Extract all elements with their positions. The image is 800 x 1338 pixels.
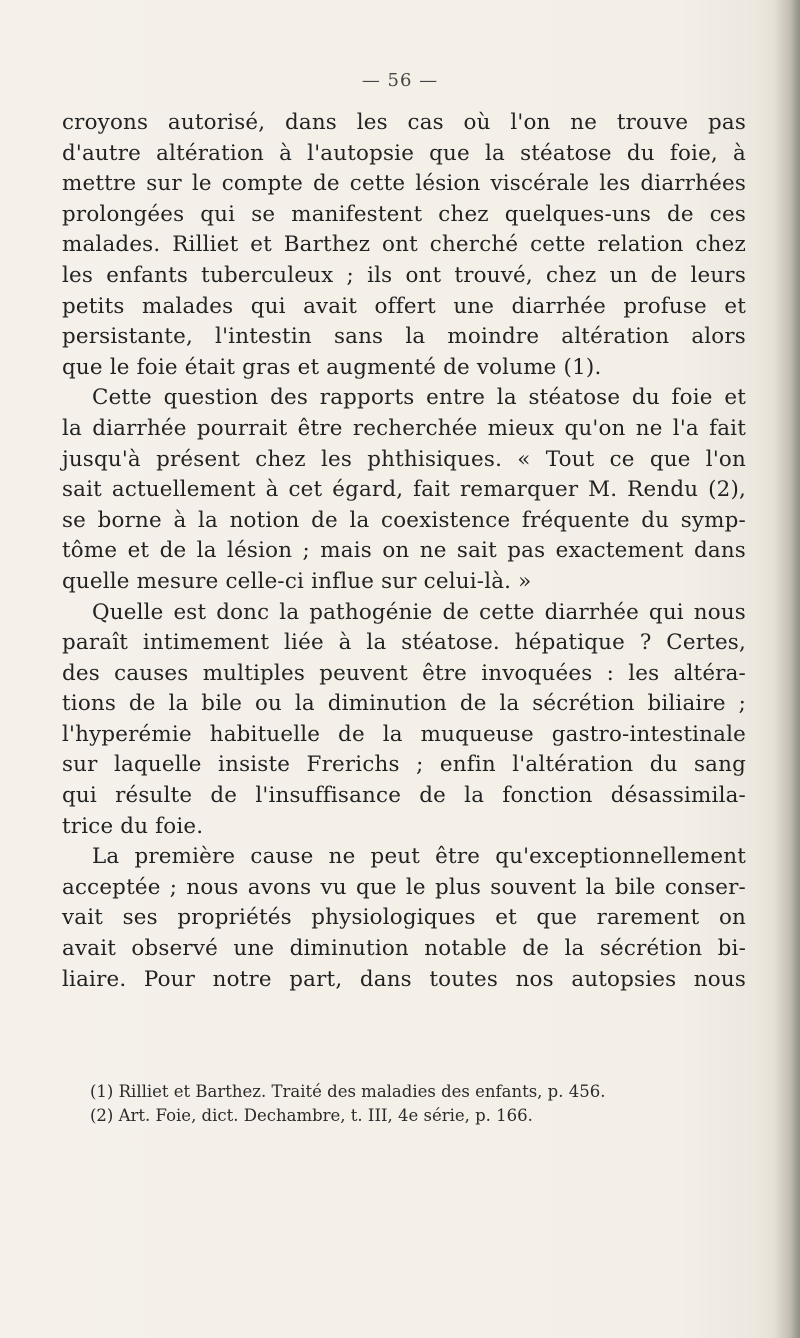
text-line: malades. Rilliet et Barthez ont cherché cette relation chez xyxy=(62,232,746,258)
text-line: sur laquelle insiste Frerichs ; enfin l'altération du sang xyxy=(62,752,746,778)
text-line: avait observé une diminution notable de la sécrétion bi- xyxy=(62,936,746,962)
text-line: se borne à la notion de la coexistence fréquente du symp- xyxy=(62,507,746,533)
text-line: l'hyperémie habituelle de la muqueuse gastro-intestinale xyxy=(62,721,746,747)
text-line: Quelle est donc la pathogénie de cette diarrhée qui nous xyxy=(92,599,746,625)
footnotes xyxy=(90,1080,740,1128)
text-line: que le foie était gras et augmenté de volume (1). xyxy=(62,354,602,380)
text-line: d'autre altération à l'autopsie que la stéatose du foie, à xyxy=(62,140,746,166)
text-line: La première cause ne peut être qu'exceptionnellement xyxy=(92,844,746,870)
footnote-2: (2) Art. Foie, dict. Dechambre, t. III, 4e série, p. 166. xyxy=(90,1106,533,1125)
text-line: Cette question des rapports entre la stéatose du foie et xyxy=(92,385,746,411)
footnote-1: (1) Rilliet et Barthez. Traité des maladies des enfants, p. 456. xyxy=(90,1082,606,1101)
text-line: trice du foie. xyxy=(62,813,204,839)
text-line: croyons autorisé, dans les cas où l'on ne trouve pas xyxy=(62,110,746,135)
text-line: liaire. Pour notre part, dans toutes nos autopsies nous xyxy=(62,966,746,992)
text-line: sait actuellement à cet égard, fait remarquer M. Rendu (2), xyxy=(62,477,746,503)
text-line: tôme et de la lésion ; mais on ne sait pas exactement dans xyxy=(62,538,746,564)
text-line: persistante, l'intestin sans la moindre altération alors xyxy=(62,324,746,350)
page-number: — 56 — xyxy=(361,70,439,91)
text-line: qui résulte de l'insuffisance de la fonction désassimila- xyxy=(62,783,746,809)
page-edge-shadow xyxy=(774,0,800,1338)
text-line: tions de la bile ou la diminution de la sécrétion biliaire ; xyxy=(62,691,746,717)
text-line: paraît intimement liée à la stéatose. hépatique ? Certes, xyxy=(62,630,746,656)
text-line: petits malades qui avait offert une diarrhée profuse et xyxy=(62,293,746,319)
text-line: jusqu'à présent chez les phthisiques. « Tout ce que l'on xyxy=(62,446,746,472)
text-line: la diarrhée pourrait être recherchée mieux qu'on ne l'a fait xyxy=(62,415,746,441)
text-line: mettre sur le compte de cette lésion viscérale les diarrhées xyxy=(62,171,746,197)
text-line: acceptée ; nous avons vu que le plus souvent la bile conser- xyxy=(62,874,746,900)
text-line: quelle mesure celle-ci influe sur celui-là. » xyxy=(62,568,532,594)
text-line: les enfants tuberculeux ; ils ont trouvé, chez un de leurs xyxy=(62,262,746,288)
text-line: vait ses propriétés physiologiques et que rarement on xyxy=(62,905,746,931)
text-line: prolongées qui se manifestent chez quelques-uns de ces xyxy=(62,201,746,227)
body-text xyxy=(62,108,746,995)
text-line: des causes multiples peuvent être invoquées : les altéra- xyxy=(62,660,746,686)
